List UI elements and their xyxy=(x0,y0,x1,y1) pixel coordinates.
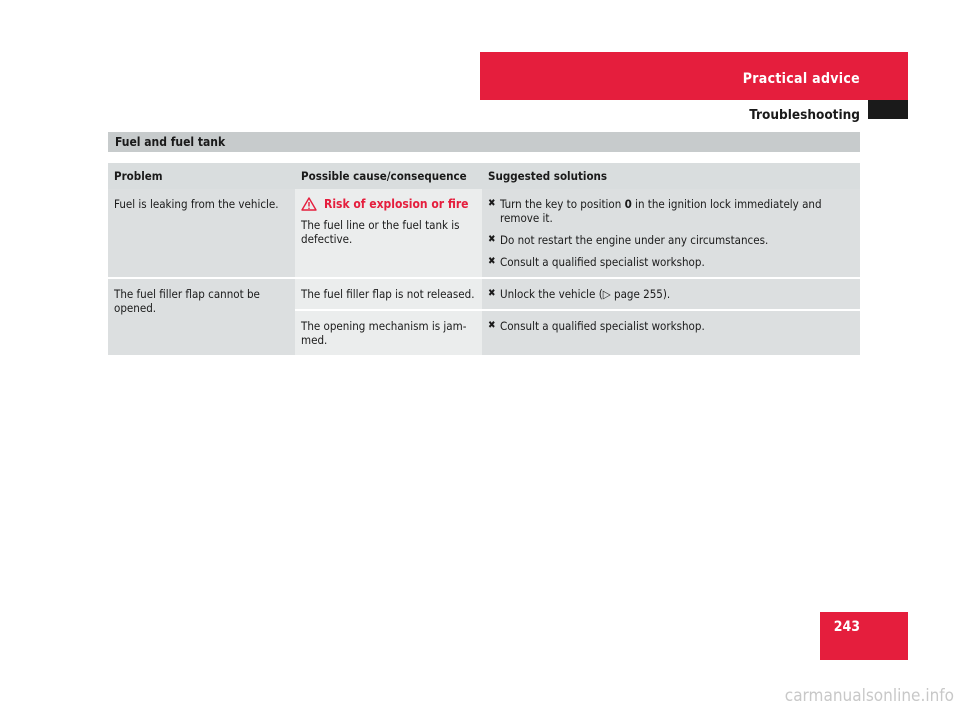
arrow-bullet-icon: ✖ xyxy=(488,234,496,245)
solution-text: Consult a qualified specialist workshop. xyxy=(500,319,705,333)
section-title: Practical advice xyxy=(742,71,860,87)
solution-text: Do not restart the engine under any circumstances. xyxy=(500,233,769,247)
solution-item xyxy=(488,233,854,247)
solution-text: Unlock the vehicle ( xyxy=(500,287,603,301)
section-header xyxy=(480,52,908,100)
solution-item xyxy=(488,319,854,333)
black-tab-marker xyxy=(868,100,908,119)
arrow-bullet-icon: ✖ xyxy=(488,198,496,209)
solutions-cell xyxy=(482,278,860,310)
cause-cell xyxy=(295,189,482,278)
table-row xyxy=(108,189,860,278)
table-row xyxy=(108,278,860,310)
cause-cell xyxy=(295,278,482,310)
arrow-bullet-icon: ✖ xyxy=(488,288,496,299)
page-number: 243 xyxy=(833,619,860,635)
watermark: carmanualsonline.info xyxy=(784,686,954,706)
table-title: Fuel and fuel tank xyxy=(115,135,226,149)
table-title-bar xyxy=(108,132,860,152)
solution-item xyxy=(488,197,854,225)
solution-item xyxy=(488,287,854,301)
page-reference-icon: ▷ xyxy=(602,287,611,301)
cause-text: The opening mechanism is jam-med. xyxy=(301,319,467,347)
problem-cell xyxy=(108,278,295,355)
page-number-box xyxy=(820,612,908,660)
problem-text: The fuel filler flap cannot be opened. xyxy=(114,287,260,315)
table-header-row xyxy=(108,163,860,189)
page-subtitle: Troubleshooting xyxy=(749,107,860,123)
solution-text: page 255). xyxy=(610,287,671,301)
problem-cell xyxy=(108,189,295,278)
arrow-bullet-icon: ✖ xyxy=(488,256,496,267)
solution-item xyxy=(488,255,854,269)
column-header-cause: Possible cause/consequence xyxy=(295,163,482,189)
arrow-bullet-icon: ✖ xyxy=(488,320,496,331)
solutions-cell xyxy=(482,189,860,278)
warning-line xyxy=(301,197,476,211)
solution-text: Consult a qualified specialist workshop. xyxy=(500,255,705,269)
problem-text: Fuel is leaking from the vehicle. xyxy=(114,197,279,211)
cause-text: The fuel line or the fuel tank is defective. xyxy=(301,218,460,246)
cause-text: The fuel filler flap is not released. xyxy=(301,287,475,301)
solutions-cell xyxy=(482,310,860,355)
warning-triangle-icon xyxy=(301,197,317,211)
key-position: 0 xyxy=(624,197,632,211)
cause-cell xyxy=(295,310,482,355)
solution-text: Turn the key to position xyxy=(500,197,625,211)
column-header-solutions: Suggested solutions xyxy=(482,163,860,189)
troubleshooting-table xyxy=(108,163,860,355)
column-header-problem: Problem xyxy=(108,163,295,189)
solution-text: in the ignition lock immediately and remove it. xyxy=(500,197,822,225)
warning-text: Risk of explosion or fire xyxy=(324,197,469,211)
